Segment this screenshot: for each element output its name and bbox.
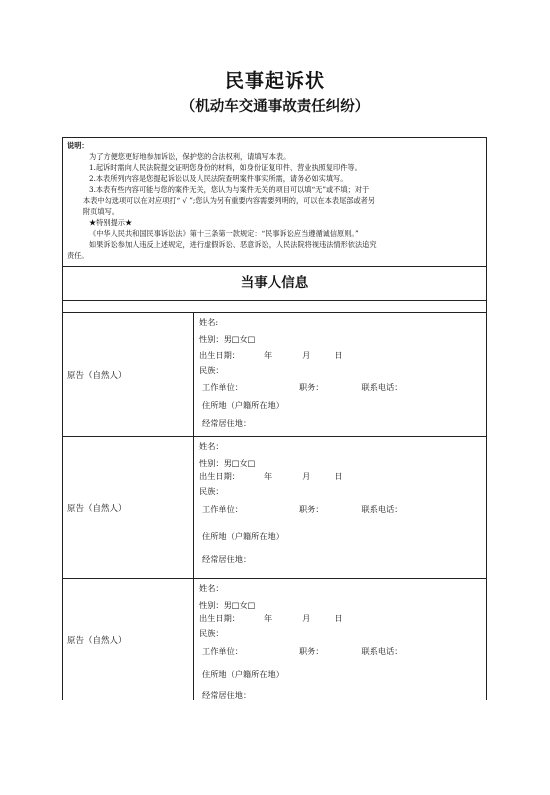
birth-date-label: 出生日期：: [199, 350, 240, 360]
party-role-label: 原告（自然人）: [63, 313, 194, 436]
ethnicity-field[interactable]: 民族：: [199, 486, 224, 496]
address-field[interactable]: 住所地（户籍所在地）: [202, 669, 284, 679]
name-field[interactable]: 姓名：: [199, 583, 224, 593]
instructions-label: 说明：: [67, 141, 89, 150]
special-notice-line-1: 《中华人民共和国民事诉讼法》第十三条第一款规定：“民事诉讼应当遵循诚信原则。”: [89, 229, 359, 238]
gender-field[interactable]: 性别：男□女□: [199, 458, 256, 468]
work-unit-field[interactable]: 工作单位：: [202, 646, 243, 656]
residence-field[interactable]: 经常居住地：: [202, 554, 252, 564]
birth-date-label: 出生日期：: [199, 471, 240, 481]
address-field[interactable]: 住所地（户籍所在地）: [202, 400, 284, 410]
work-unit-field[interactable]: 工作单位：: [202, 504, 243, 514]
position-field[interactable]: 职务：: [298, 646, 324, 656]
spacer-row: [62, 301, 487, 312]
party-role-label: 原告（自然人）: [63, 579, 194, 700]
work-unit-field[interactable]: 工作单位：: [202, 382, 243, 392]
birth-date-field[interactable]: [199, 471, 343, 482]
day-label: 日: [334, 471, 343, 481]
instructions-item-2: 2.本表所列内容是您提起诉讼以及人民法院查明案件事实所需，请务必如实填写。: [89, 174, 348, 183]
ethnicity-field[interactable]: 民族：: [199, 365, 224, 375]
position-field[interactable]: 职务：: [298, 504, 324, 514]
instructions-item-3-end: 附页填写。: [83, 207, 119, 216]
year-label: 年: [263, 350, 273, 360]
year-label: 年: [263, 613, 273, 623]
birth-date-field[interactable]: [199, 613, 343, 624]
birth-date-label: 出生日期：: [199, 613, 240, 623]
instructions-item-3-cont: 本表中勾选项可以在对应项打“ √ ”;您认为另有重要内容需要列明的，可以在本表尾部或者另: [83, 196, 376, 205]
name-field[interactable]: 姓名：: [199, 441, 224, 451]
special-notice-line-3: 责任。: [67, 251, 89, 260]
party-block-2: [62, 436, 487, 578]
birth-date-field[interactable]: [199, 350, 343, 361]
work-row: [202, 504, 402, 515]
instructions-item-1: 1.起诉时需向人民法院提交证明您身份的材料，如身份证复印件、营业执照复印件等。: [89, 163, 362, 172]
special-notice-line-2: 如果诉讼参加人违反上述规定，进行虚假诉讼、恶意诉讼，人民法院将视违法情形依法追究: [89, 240, 377, 249]
instructions-box: [62, 137, 487, 267]
month-label: 月: [302, 350, 311, 360]
document-title: 民事起诉状: [224, 70, 325, 92]
month-label: 月: [302, 471, 311, 481]
complaint-form: [62, 137, 487, 700]
work-row: [202, 382, 402, 393]
phone-field[interactable]: 联系电话：: [361, 646, 403, 656]
position-field[interactable]: 职务：: [298, 382, 324, 392]
work-row: [202, 646, 402, 657]
party-role-label: 原告（自然人）: [63, 437, 194, 578]
special-notice-title: ★特别提示★: [89, 218, 133, 227]
instructions-intro: 为了方便您更好地参加诉讼，保护您的合法权利，请填写本表。: [89, 152, 291, 161]
party-info-heading: 当事人信息: [62, 267, 487, 301]
phone-field[interactable]: 联系电话：: [361, 504, 403, 514]
residence-field[interactable]: 经常居住地：: [202, 690, 252, 700]
address-field[interactable]: 住所地（户籍所在地）: [202, 531, 284, 541]
month-label: 月: [302, 613, 311, 623]
instructions-item-3: 3.本表有些内容可能与您的案件无关，您认为与案件无关的项目可以填“无”或不填；对于: [89, 185, 370, 194]
gender-field[interactable]: 性别：男□女□: [199, 334, 256, 344]
ethnicity-field[interactable]: 民族：: [199, 628, 224, 638]
party-block-3: [62, 578, 487, 700]
document-subtitle: （机动车交通事故责任纠纷）: [180, 98, 370, 115]
name-field[interactable]: 姓名:: [199, 317, 219, 327]
residence-field[interactable]: 经常居住地：: [202, 418, 252, 428]
day-label: 日: [334, 350, 343, 360]
year-label: 年: [263, 471, 273, 481]
phone-field[interactable]: 联系电话：: [361, 382, 403, 392]
day-label: 日: [334, 613, 343, 623]
gender-field[interactable]: 性别：男□女□: [199, 600, 256, 610]
party-block-1: [62, 312, 487, 436]
